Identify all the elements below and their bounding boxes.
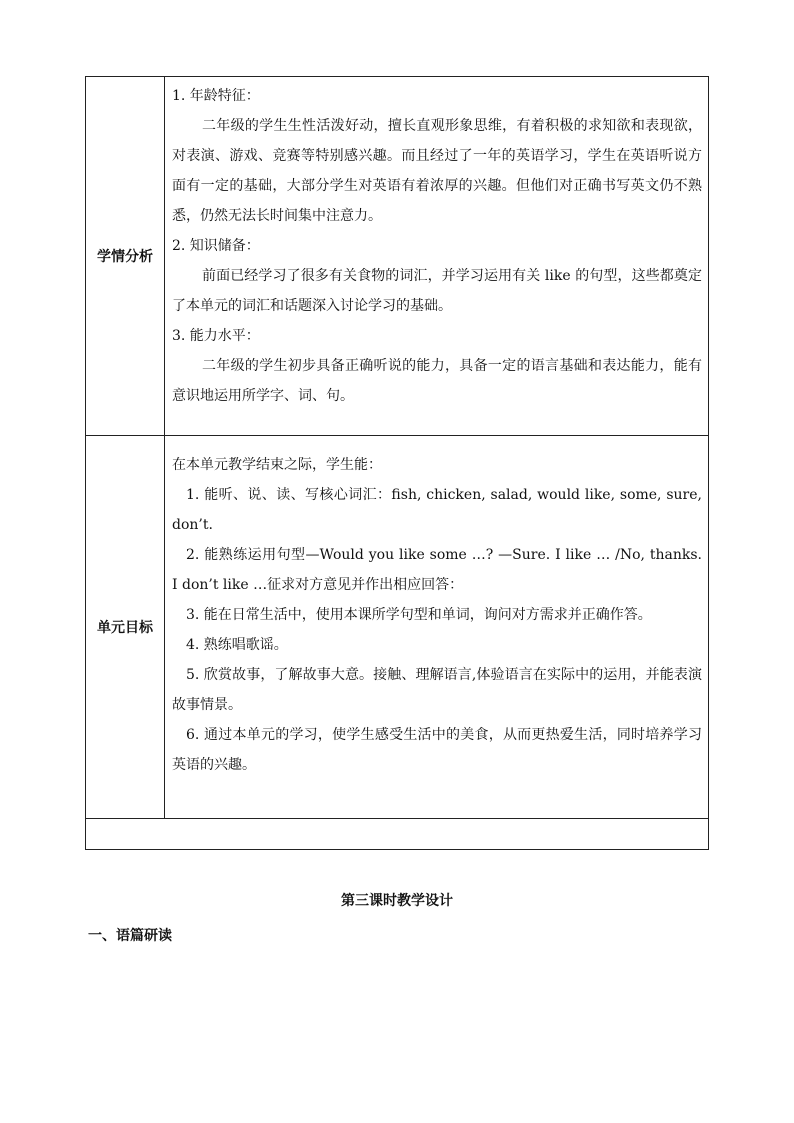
table-row (86, 436, 709, 819)
goal-item: 5. 欣赏故事，了解故事大意。接触、理解语言,体验语言在实际中的运用，并能表演故事情景。 (172, 667, 702, 713)
analysis-paragraph-knowledge: 前面已经学习了很多有关食物的词汇，并学习运用有关 like 的句型，这些都奠定了本单元的词汇和话题深入讨论学习的基础。 (172, 268, 702, 314)
goals-intro: 在本单元教学结束之际，学生能： (172, 457, 382, 473)
goal-item: 6. 通过本单元的学习，使学生感受生活中的美食，从而更热爱生活，同时培养学习英语的兴趣。 (172, 727, 702, 773)
goal-item: 1. 能听、说、读、写核心词汇：fish, chicken, salad, would like, some, sure, don’t. (172, 487, 702, 533)
row-label-student-analysis: 学情分析 (86, 77, 165, 436)
student-analysis-content (165, 77, 709, 436)
analysis-heading-knowledge: 2. 知识储备： (172, 238, 260, 254)
goal-item: 3. 能在日常生活中，使用本课所学句型和单词，询问对方需求并正确作答。 (186, 607, 652, 623)
goal-item: 4. 熟练唱歌谣。 (186, 637, 288, 653)
lesson-plan-table (85, 76, 709, 850)
analysis-heading-age: 1. 年龄特征： (172, 88, 260, 104)
table-row-empty (86, 819, 709, 850)
analysis-paragraph-age: 二年级的学生生性活泼好动，擅长直观形象思维，有着积极的求知欲和表现欲，对表演、游戏、竞赛等特别感兴趣。而且经过了一年的英语学习，学生在英语听说方面有一定的基础，大部分学生对英语有着浓厚的兴趣。但他们对正确书写英文仍不熟悉，仍然无法长时间集中注意力。 (172, 118, 702, 224)
unit-goals-content (165, 436, 709, 819)
analysis-paragraph-ability: 二年级的学生初步具备正确听说的能力，具备一定的语言基础和表达能力，能有意识地运用所学字、词、句。 (172, 358, 702, 404)
row-label-unit-goals: 单元目标 (86, 436, 165, 819)
lesson-title: 第三课时教学设计 (341, 893, 453, 909)
analysis-heading-ability: 3. 能力水平： (172, 328, 260, 344)
goal-item: 2. 能熟练运用句型—Would you like some …? —Sure. I like … /No, thanks. I don’t like …征求对方意见并作出相应回答： (172, 547, 702, 593)
table-row (86, 77, 709, 436)
section-heading: 一、语篇研读 (88, 928, 172, 944)
empty-cell (86, 819, 709, 850)
